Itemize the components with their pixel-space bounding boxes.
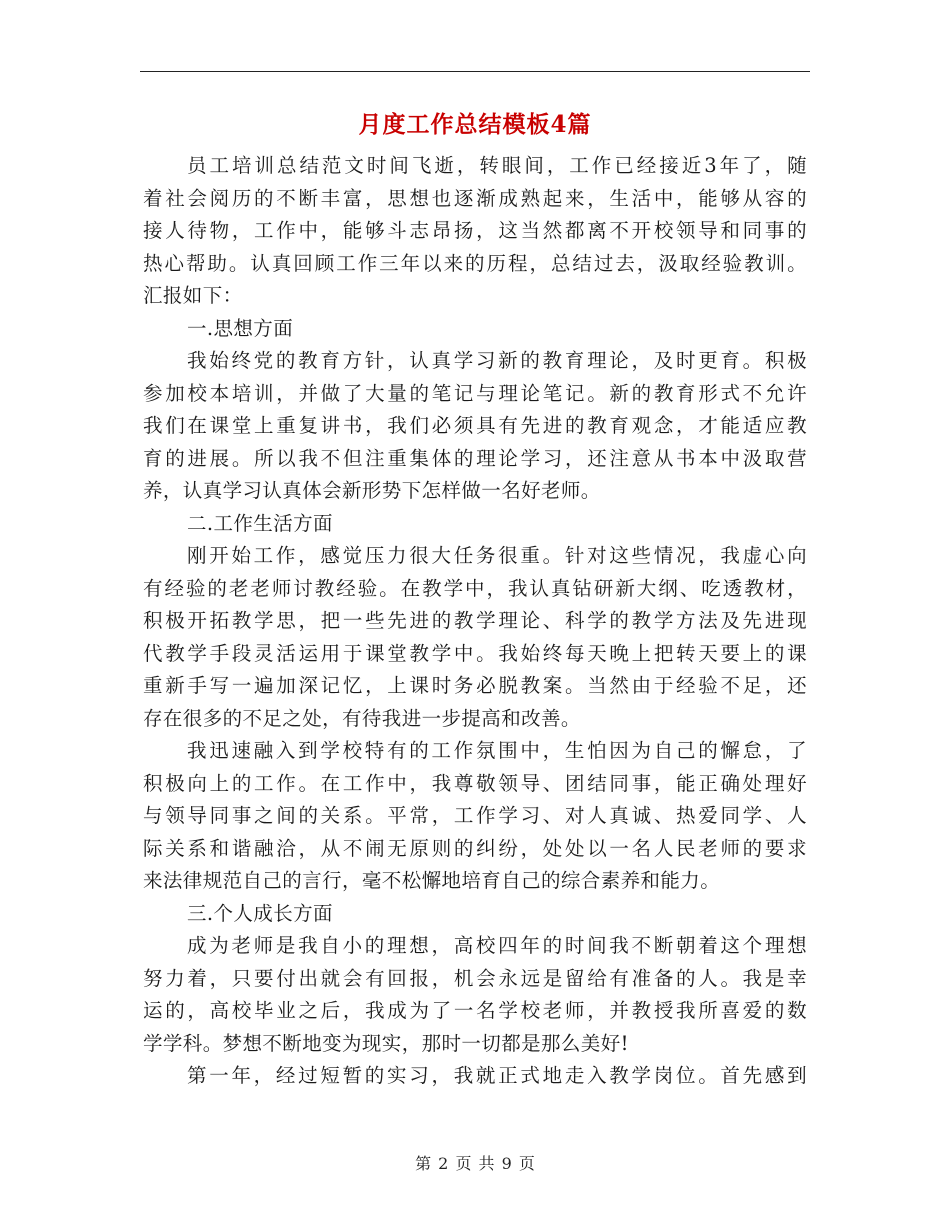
text-line: 参加校本培训，并做了大量的笔记与理论笔记。新的教育形式不允许 (143, 381, 807, 405)
text-line: 际关系和谐融洽，从不闹无原则的纠纷，处处以一名人民老师的要求 (143, 836, 807, 860)
text-line: 重新手写一遍加深记忆，上课时务必脱教案。当然由于经验不足，还 (143, 674, 807, 697)
header-rule (140, 71, 810, 72)
text-line: 育的进展。所以我不但注重集体的理论学习，还注意从书本中汲取营 (143, 446, 807, 470)
text-line: 积极开拓教学思，把一些先进的教学理论、科学的教学方法及先进现 (143, 609, 807, 632)
text-line: 我迅速融入到学校特有的工作氛围中，生怕因为自己的懈怠，了 (187, 739, 807, 762)
text-line: 来法律规范自己的言行，毫不松懈地培育自己的综合素养和能力。 (143, 869, 721, 892)
text-line: 成为老师是我自小的理想，高校四年的时间我不断朝着这个理想 (187, 934, 807, 957)
text-line: 第一年，经过短暂的实习，我就正式地走入教学岗位。首先感到 (187, 1064, 807, 1087)
text-line: 刚开始工作，感觉压力很大任务很重。针对这些情况，我虚心向 (187, 544, 807, 567)
text-line: 与领导同事之间的关系。平常，工作学习、对人真诚、热爱同学、人 (143, 804, 807, 827)
text-line: 热心帮助。认真回顾工作三年以来的历程，总结过去，汲取经验教训。 (143, 251, 807, 275)
text-line: 员工培训总结范文时间飞逝，转眼间，工作已经接近3年了，随 (187, 154, 807, 177)
text-line: 积极向上的工作。在工作中，我尊敬领导、团结同事，能正确处理好 (143, 771, 807, 795)
text-line: 努力着，只要付出就会有回报，机会永远是留给有准备的人。我是幸 (143, 966, 807, 990)
section-heading: 三.个人成长方面 (187, 901, 333, 925)
document-body (143, 150, 807, 1093)
text-line: 我们在课堂上重复讲书，我们必须具有先进的教育观念，才能适应教 (143, 414, 807, 437)
text-line: 运的，高校毕业之后，我成为了一名学校老师，并教授我所喜爱的数 (143, 999, 807, 1022)
document-title: 月度工作总结模板4篇 (358, 111, 592, 138)
text-line: 接人待物，工作中，能够斗志昂扬，这当然都离不开校领导和同事的 (143, 219, 807, 242)
text-line: 汇报如下： (143, 284, 243, 307)
text-line: 我始终党的教育方针，认真学习新的教育理论，及时更育。积极 (187, 349, 807, 372)
page-number-footer: 第 2 页 共 9 页 (415, 1154, 535, 1173)
text-line: 学学科。梦想不断地变为现实，那时一切都是那么美好! (143, 1031, 629, 1055)
section-heading: 一.思想方面 (187, 316, 294, 340)
section-heading: 二.工作生活方面 (187, 511, 333, 535)
text-line: 养，认真学习认真体会新形势下怎样做一名好老师。 (143, 479, 601, 502)
text-line: 代教学手段灵活运用于课堂教学中。我始终每天晚上把转天要上的课 (143, 641, 807, 665)
text-line: 着社会阅历的不断丰富，思想也逐渐成熟起来，生活中，能够从容的 (143, 186, 807, 210)
text-line: 有经验的老老师讨教经验。在教学中，我认真钻研新大纲、吃透教材， (143, 576, 807, 600)
text-line: 存在很多的不足之处，有待我进一步提高和改善。 (143, 706, 581, 730)
